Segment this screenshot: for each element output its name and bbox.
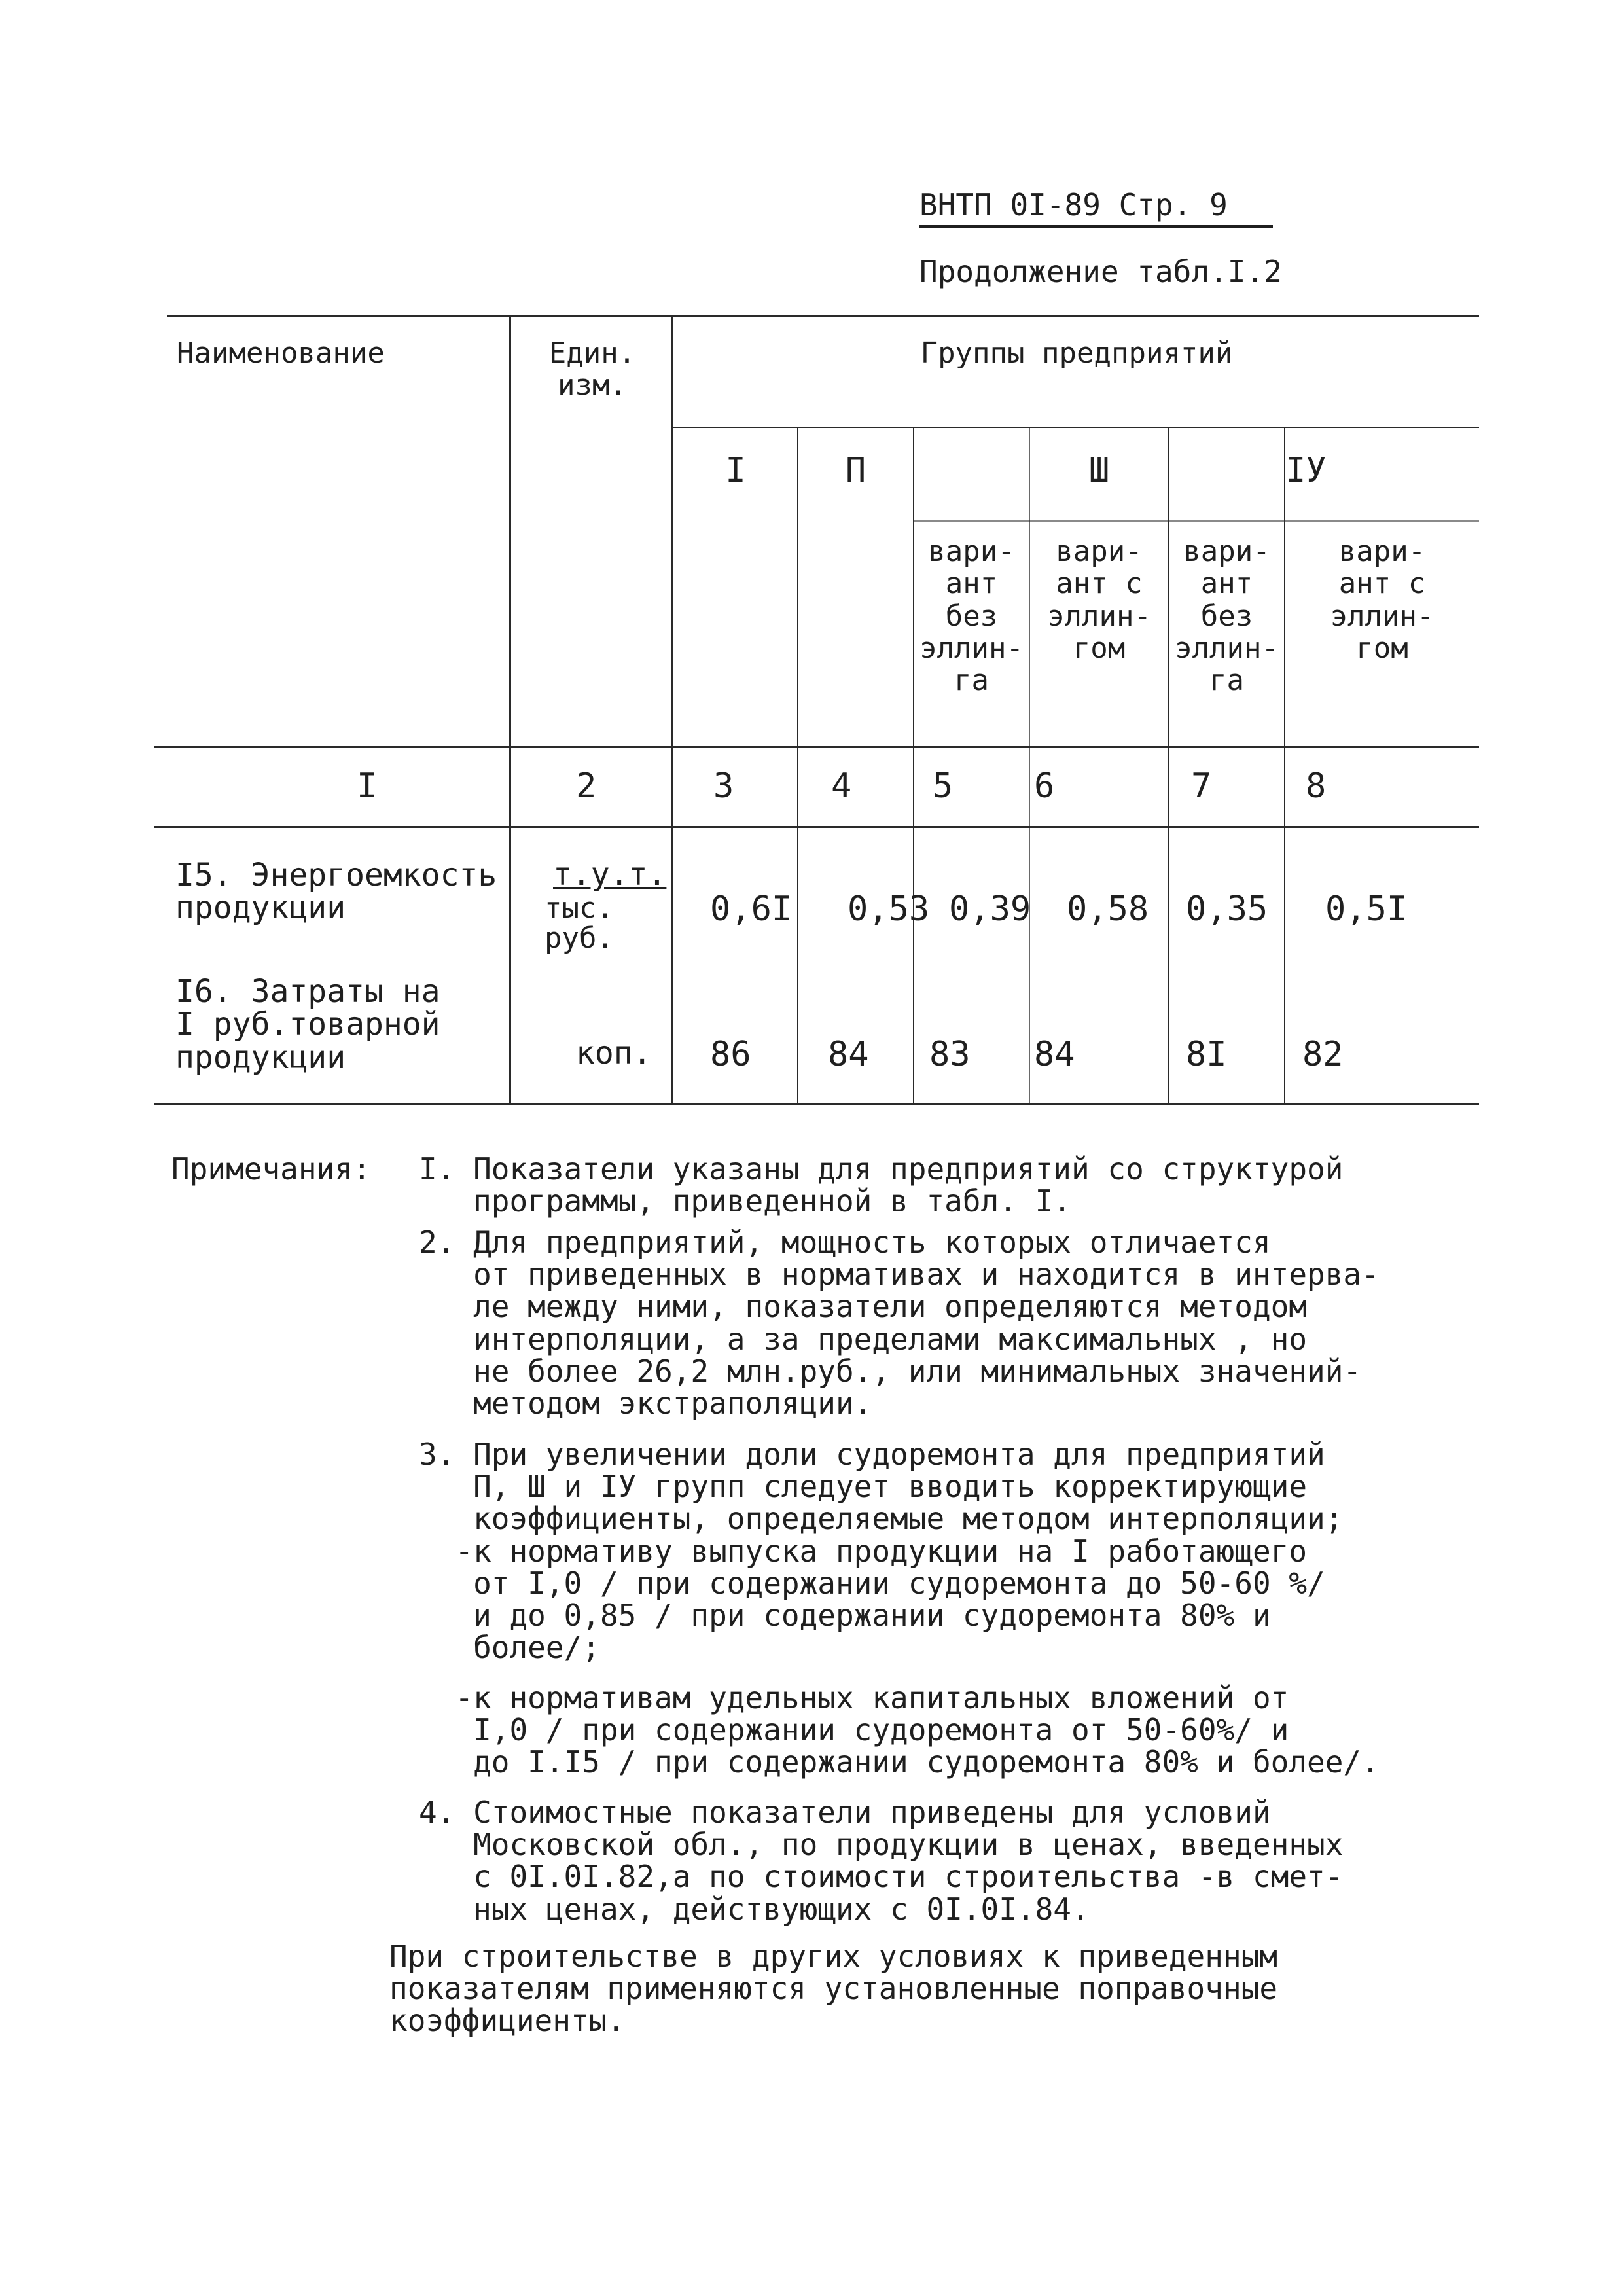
col-number-8: 8 [1306,766,1327,806]
row-16-value-6: 84 [1034,1035,1075,1074]
row-16-unit: коп. [576,1035,652,1071]
groups-subheader-rule [671,427,1479,428]
col-divider-g3-v7 [1168,427,1169,1103]
header-unit: Един. изм. [548,336,636,403]
header-bottom-rule [154,746,1479,748]
table-top-rule [167,315,1479,317]
col-divider-unit-groups [671,315,673,1103]
row-15-value-4: 0,53 [847,889,930,929]
row-16-value-8: 82 [1302,1035,1344,1074]
note-3-continued: -к нормативам удельных капитальных вложений от I,0 / при содержании судоремонта от 50-60%/ и до I.I5 / при содержании судоремонта 80% и более/. [455,1680,1380,1780]
row-16-value-3: 86 [710,1035,751,1074]
row-15-value-8: 0,5I [1325,889,1408,929]
header-group-2: П [845,451,866,490]
col-number-4: 4 [831,766,852,806]
note-1: I. Показатели указаны для предприятий со структурой программы, приведенной в табл. I. [419,1151,1344,1219]
final-remark: При строительстве в других условиях к приведенным показателям применяются установленные поправочные коэффициенты. [389,1939,1278,2039]
col-divider-g1-g2 [797,427,798,1103]
header-group-4: IУ [1285,451,1327,490]
header-name: Наименование [177,336,385,370]
note-3: 3. При увеличении доли судоремонта для предприятий П, Ш и IУ групп следует вводить корректирующие коэффициенты, определяемые методом интерполяции; -к нормативу выпуска продукции на I работающего от I,0 / при содержании судоремонта до 50-60 %/ и до 0,85 / при содержании судоремонта 80% и более/; [419,1437,1344,1666]
row-16-value-4: 84 [828,1035,869,1074]
header-groups: Группы предприятий [920,336,1233,370]
col-number-2: 2 [576,766,597,806]
col-number-1: I [357,766,378,806]
column-numbers-rule [154,826,1479,828]
notes-label: Примечания: [171,1151,371,1187]
row-15-value-6: 0,58 [1067,889,1149,929]
row-15-unit-numerator: т.у.т. [553,856,667,893]
header-variant-6: вари- ант с эллин- гом [1047,535,1151,665]
document-code: ВНТП 0I-89 Стр. 9 [919,190,1273,228]
row-15-value-5: 0,39 [949,889,1031,929]
col-divider-name-unit [509,315,511,1103]
col-number-7: 7 [1191,766,1212,806]
row-15-value-7: 0,35 [1186,889,1268,929]
table-continuation-label: Продолжение табл.I.2 [919,254,1282,289]
row-16-value-7: 8I [1186,1035,1227,1074]
col-divider-v7-g4 [1284,427,1285,1103]
note-2: 2. Для предприятий, мощность которых отличается от приведенных в нормативах и находится в интерва- ле между ними, показатели определяются методом интерполяции, а за пределами максимальных , но не более 26,2 млн.руб., или минимальных значений- методом экстраполяции. [419,1225,1380,1422]
col-divider-v5-v6 [1029,427,1030,1103]
col-number-6: 6 [1034,766,1055,806]
row-15-unit-denominator: тыс. руб. [544,891,614,956]
header-variant-7: вари- ант без эллин- га [1175,535,1279,698]
col-number-5: 5 [933,766,954,806]
variants-rule [913,520,1479,522]
col-number-3: 3 [713,766,734,806]
row-15-value-3: 0,6I [710,889,793,929]
row-16-value-5: 83 [929,1035,971,1074]
row-15-name: I5. Энергоемкость продукции [175,857,497,927]
header-variant-8: вари- ант с эллин- гом [1330,535,1435,665]
row-16-name: I6. Затраты на I руб.товарной продукции [175,973,440,1076]
col-divider-g2-g3 [913,427,914,1103]
header-group-3: Ш [1088,451,1110,490]
table-bottom-rule [154,1103,1479,1105]
header-group-1: I [725,451,746,490]
note-4: 4. Стоимостные показатели приведены для условий Московской обл., по продукции в ценах, введенных с 0I.0I.82,а по стоимости строительства -в смет- ных ценах, действующих с 0I.0I.84. [419,1795,1344,1927]
header-variant-5: вари- ант без эллин- га [919,535,1024,698]
